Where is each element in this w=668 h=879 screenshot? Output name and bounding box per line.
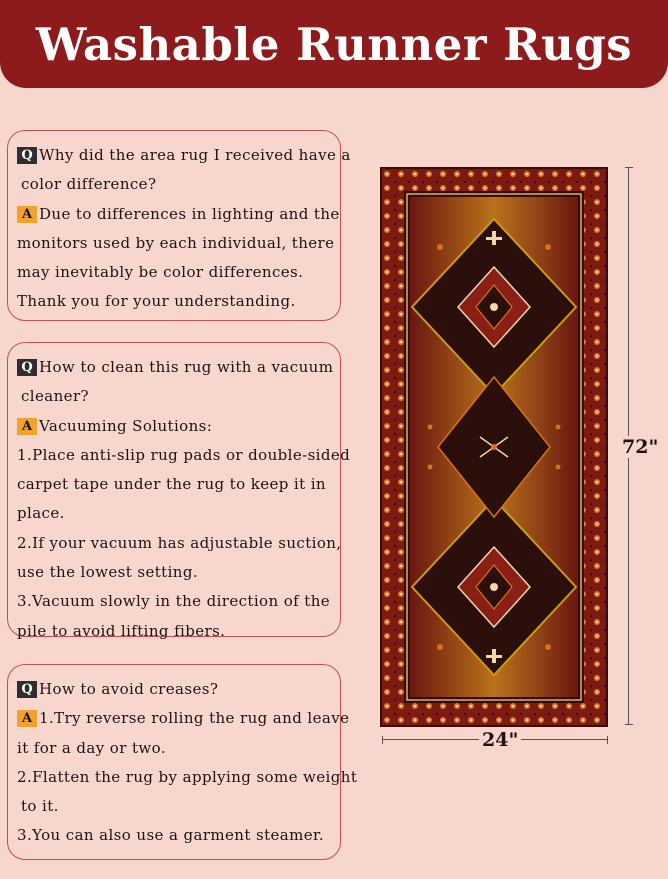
width-label: 24" [479,729,521,751]
answer-line: 3.Vacuum slowly in the direction of the [17,592,331,611]
answer-tag-icon: A [17,418,37,435]
answer-line: 2.If your vacuum has adjustable suction, [17,533,342,552]
answer-line: carpet tape under the rug to keep it in [17,475,326,494]
title-banner [0,0,668,88]
answer-line: use the lowest setting. [17,563,199,582]
page-title: Washable Runner Rugs [35,17,633,71]
answer-line: A Due to differences in lighting and the [17,200,334,229]
question-tag-icon: Q [17,681,37,698]
answer-tag-icon: A [17,206,37,223]
answer-line: 3.You can also use a garment steamer. [17,826,325,845]
answer-line: to it. [21,797,59,816]
answer-line: it for a day or two. [17,738,166,757]
answer-line: monitors used by each individual, there [17,233,335,252]
height-label: 72" [619,436,661,458]
faq-card-color-difference [7,130,351,321]
runner-rug-image [380,167,608,727]
answer-line: A Vacuuming Solutions: [17,412,334,441]
question-line: Q How to avoid creases? [17,675,334,704]
answer-tag-icon: A [17,710,37,727]
answer-line: 1.Place anti-slip rug pads or double-sided [17,445,351,464]
question-line: cleaner? [21,387,89,406]
answer-line: 2.Flatten the rug by applying some weight [17,767,358,786]
question-line: Q How to clean this rug with a vacuum [17,353,334,382]
question-tag-icon: Q [17,147,37,164]
answer-line: place. [17,504,65,523]
question-tag-icon: Q [17,359,37,376]
faq-card-creases [7,664,358,860]
answer-line: Thank you for your understanding. [17,292,296,311]
answer-line: A 1.Try reverse rolling the rug and leave [17,704,334,733]
faq-card-vacuum [7,342,351,640]
question-line: Q Why did the area rug I received have a [17,141,334,170]
question-line: color difference? [21,175,157,194]
answer-line: pile to avoid lifting fibers. [17,621,226,640]
answer-line: may inevitably be color differences. [17,263,304,282]
